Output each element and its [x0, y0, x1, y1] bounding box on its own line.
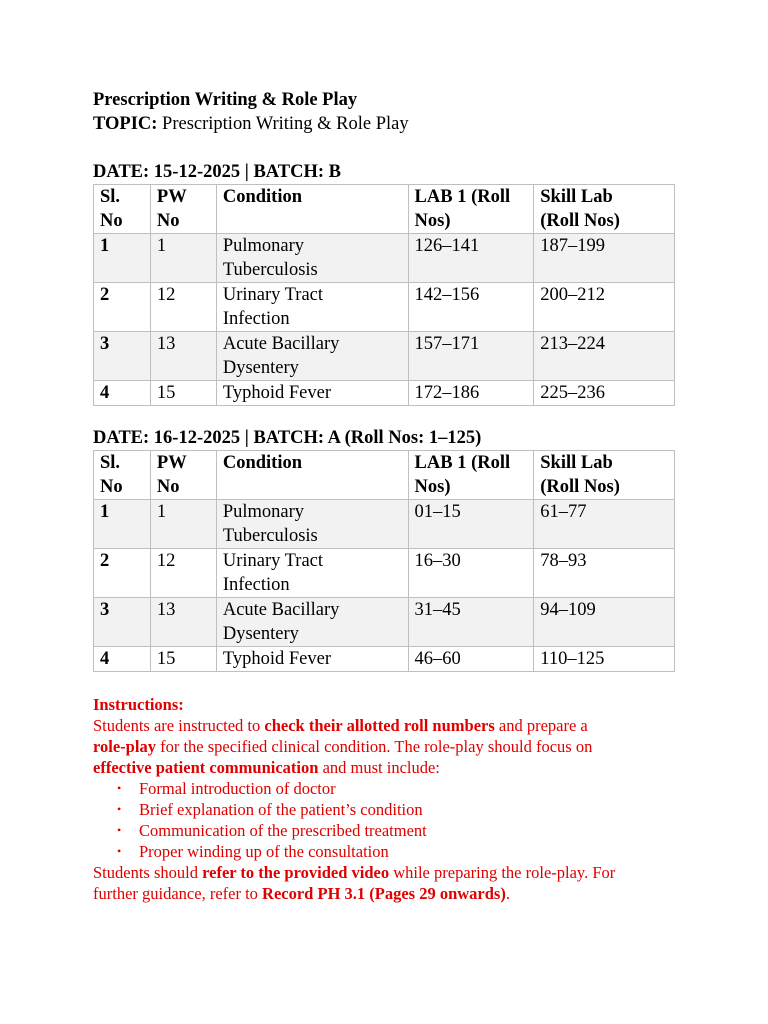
list-item: • Brief explanation of the patient’s condition	[117, 800, 423, 819]
cell-sl: 1	[94, 500, 151, 549]
cell-sl: 3	[94, 598, 151, 647]
topic-value: Prescription Writing & Role Play	[157, 114, 409, 134]
list-item: • Communication of the prescribed treatment	[117, 821, 427, 840]
cell-condition: Typhoid Fever	[216, 647, 408, 672]
table-row	[94, 332, 675, 381]
cell-skill: 187–199	[534, 234, 675, 283]
cell-condition: Urinary Tract Infection	[216, 283, 408, 332]
header-skill: Skill Lab (Roll Nos)	[534, 451, 675, 500]
document-title: Prescription Writing & Role Play	[93, 90, 358, 110]
bullet-icon: •	[117, 802, 122, 816]
cell-condition: Acute Bacillary Dysentery	[216, 598, 408, 647]
cell-sl: 1	[94, 234, 151, 283]
instructions-bullet-list	[93, 778, 675, 862]
list-item: • Formal introduction of doctor	[117, 779, 336, 798]
cell-skill: 200–212	[534, 283, 675, 332]
cell-skill: 213–224	[534, 332, 675, 381]
header-lab: LAB 1 (Roll Nos)	[408, 185, 534, 234]
cell-pw: 13	[150, 332, 216, 381]
topic-line	[93, 112, 675, 136]
cell-lab: 46–60	[408, 647, 534, 672]
header-condition: Condition	[216, 185, 408, 234]
instructions-paragraph-2: Students should refer to the provided video while preparing the role-play. For further guidance, refer to Record PH 3.1 (Pages 29 onwards).	[93, 863, 616, 903]
cell-pw: 1	[150, 234, 216, 283]
cell-pw: 12	[150, 283, 216, 332]
header-condition: Condition	[216, 451, 408, 500]
cell-sl: 2	[94, 283, 151, 332]
cell-pw: 1	[150, 500, 216, 549]
header-lab: LAB 1 (Roll Nos)	[408, 451, 534, 500]
cell-skill: 110–125	[534, 647, 675, 672]
table-row	[94, 381, 675, 406]
table-header-row	[94, 451, 675, 500]
cell-pw: 15	[150, 647, 216, 672]
cell-sl: 2	[94, 549, 151, 598]
table-header-row	[94, 185, 675, 234]
instructions-paragraph-1: Students are instructed to check their allotted roll numbers and prepare a role-play for the specified clinical condition. The role-play should focus on effective patient communication and must include:	[93, 716, 593, 777]
cell-lab: 01–15	[408, 500, 534, 549]
bullet-icon: •	[117, 823, 122, 837]
table-row	[94, 283, 675, 332]
table-row	[94, 234, 675, 283]
table-row	[94, 647, 675, 672]
table-row	[94, 500, 675, 549]
cell-lab: 16–30	[408, 549, 534, 598]
cell-lab: 157–171	[408, 332, 534, 381]
batch-a-heading: DATE: 16-12-2025 | BATCH: A (Roll Nos: 1–125)	[93, 428, 482, 448]
bullet-icon: •	[117, 844, 122, 858]
cell-condition: Pulmonary Tuberculosis	[216, 234, 408, 283]
topic-label: TOPIC:	[93, 114, 158, 134]
cell-condition: Pulmonary Tuberculosis	[216, 500, 408, 549]
cell-condition: Typhoid Fever	[216, 381, 408, 406]
cell-skill: 94–109	[534, 598, 675, 647]
cell-lab: 31–45	[408, 598, 534, 647]
table-row	[94, 549, 675, 598]
bullet-icon: •	[117, 781, 122, 795]
cell-sl: 4	[94, 647, 151, 672]
cell-pw: 15	[150, 381, 216, 406]
cell-pw: 13	[150, 598, 216, 647]
cell-skill: 61–77	[534, 500, 675, 549]
cell-sl: 4	[94, 381, 151, 406]
cell-condition: Urinary Tract Infection	[216, 549, 408, 598]
header-sl: Sl. No	[94, 451, 151, 500]
cell-sl: 3	[94, 332, 151, 381]
list-item: • Proper winding up of the consultation	[117, 842, 389, 861]
cell-skill: 225–236	[534, 381, 675, 406]
header-pw: PW No	[150, 185, 216, 234]
cell-lab: 126–141	[408, 234, 534, 283]
batch-b-table	[93, 184, 675, 406]
cell-pw: 12	[150, 549, 216, 598]
header-sl: Sl. No	[94, 185, 151, 234]
batch-b-heading: DATE: 15-12-2025 | BATCH: B	[93, 162, 341, 182]
instructions-section	[93, 694, 675, 904]
instructions-heading: Instructions:	[93, 695, 184, 714]
cell-lab: 172–186	[408, 381, 534, 406]
cell-lab: 142–156	[408, 283, 534, 332]
cell-condition: Acute Bacillary Dysentery	[216, 332, 408, 381]
header-pw: PW No	[150, 451, 216, 500]
cell-skill: 78–93	[534, 549, 675, 598]
batch-a-table	[93, 450, 675, 672]
header-skill: Skill Lab (Roll Nos)	[534, 185, 675, 234]
table-row	[94, 598, 675, 647]
